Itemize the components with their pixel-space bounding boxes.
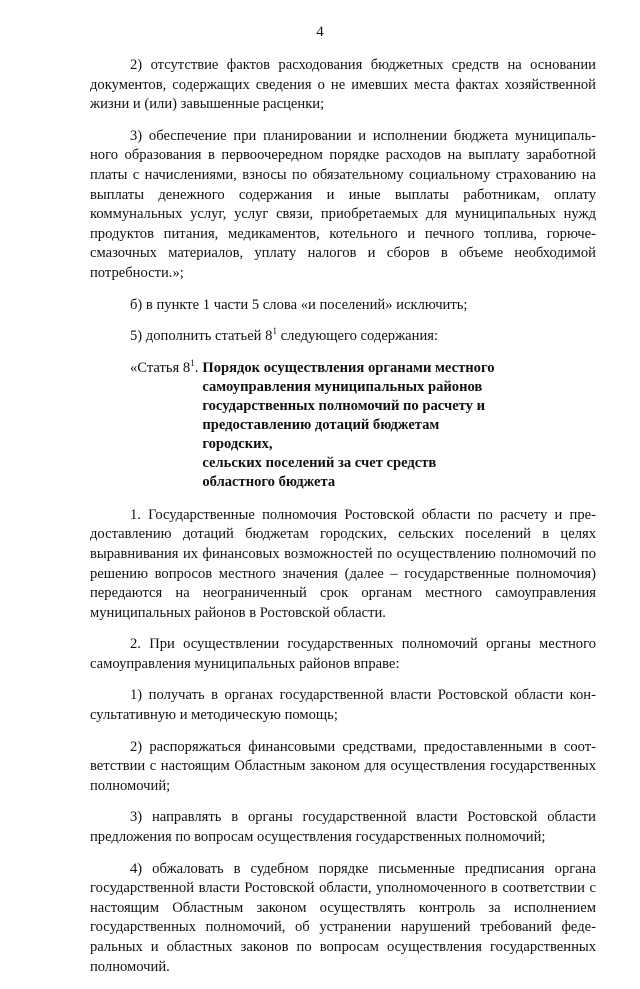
paragraph-item-5: [90, 327, 596, 347]
article-superscript: 1: [190, 357, 195, 368]
paragraph: 4) обжаловать в судебном порядке письменные предписания органа государственной власти Ростовской области, уполномоченного в соответствии с настоящим Областным законом осуществлять контроль за исполнением государственных полномочий, об устранении нарушений требований федеральных и областных законов по вопросам осуществления государственных полномочий.: [90, 860, 596, 975]
paragraph: б) в пункте 1 части 5 слова «и поселений» исключить;: [130, 296, 468, 313]
document-body: [90, 56, 596, 989]
paragraph: 1) получать в органах государственной власти Ростовской области консультативную и методическую помощь;: [90, 687, 596, 724]
paragraph: 2) распоряжаться финансовыми средствами, предоставленными в соответствии с настоящим Областным законом для осуществления государственных полномочий;: [90, 738, 596, 794]
page-number: 4: [316, 24, 324, 40]
paragraph: 2. При осуществлении государственных полномочий органы местного самоуправления муниципальных районов вправе:: [90, 636, 596, 672]
article-label: «Статья $8^1$.: [130, 357, 199, 376]
paragraph: 1. Государственные полномочия Ростовской области по расчету и предоставлению дотаций бюджетам городских, сельских поселений в целях выравнивания их финансовых возможностей по осуществлению полномочий по решению вопросов местного значения (далее – государственные полномочия) передаются на неограниченный срок органам местного самоуправления муниципальных районов в Ростовской области.: [90, 506, 596, 621]
article-title-line: Порядок осуществления органами местного: [202, 359, 495, 376]
item5-tail: следующего содержания:: [276, 328, 439, 345]
article-title-line: областного бюджета: [202, 473, 336, 490]
paragraph: 2) отсутствие фактов расходования бюджетных средств на основании документов, содержащих сведения о не имевших места фактах хозяйственной жизни и (или) завышенные расценки;: [90, 57, 596, 113]
item5-text: 5) дополнить статьей 8: [130, 328, 273, 345]
article-title-line: государственных полномочий по расчету и: [202, 397, 486, 414]
article-title-line: сельских поселений за счет средств: [202, 454, 437, 471]
paragraph: 3) направлять в органы государственной власти Ростовской области предложения по вопросам осуществления государственных полномочий;: [90, 809, 596, 846]
item5-superscript: 1: [272, 326, 277, 337]
article-title-line: предоставлению дотаций бюджетам городских,: [202, 416, 440, 452]
article-heading: [90, 359, 596, 492]
article-title: [202, 359, 502, 492]
paragraph: 3) обеспечение при планировании и исполнении бюджета муниципального образования в первоочередном порядке расходов на выплату заработной платы с начислениями, взносы по обязательному социальному страхованию на выплаты денежного содержания и иные выплаты работникам, оплату коммунальных услуг, услуг связи, приобретаемых для муниципальных нужд продуктов питания, медикаментов, котельного и печного топлива, горюче-смазочных материалов, уплату налогов и сборов в объеме необходимой потребности.»;: [90, 127, 596, 281]
article-title-line: самоуправления муниципальных районов: [202, 378, 483, 395]
